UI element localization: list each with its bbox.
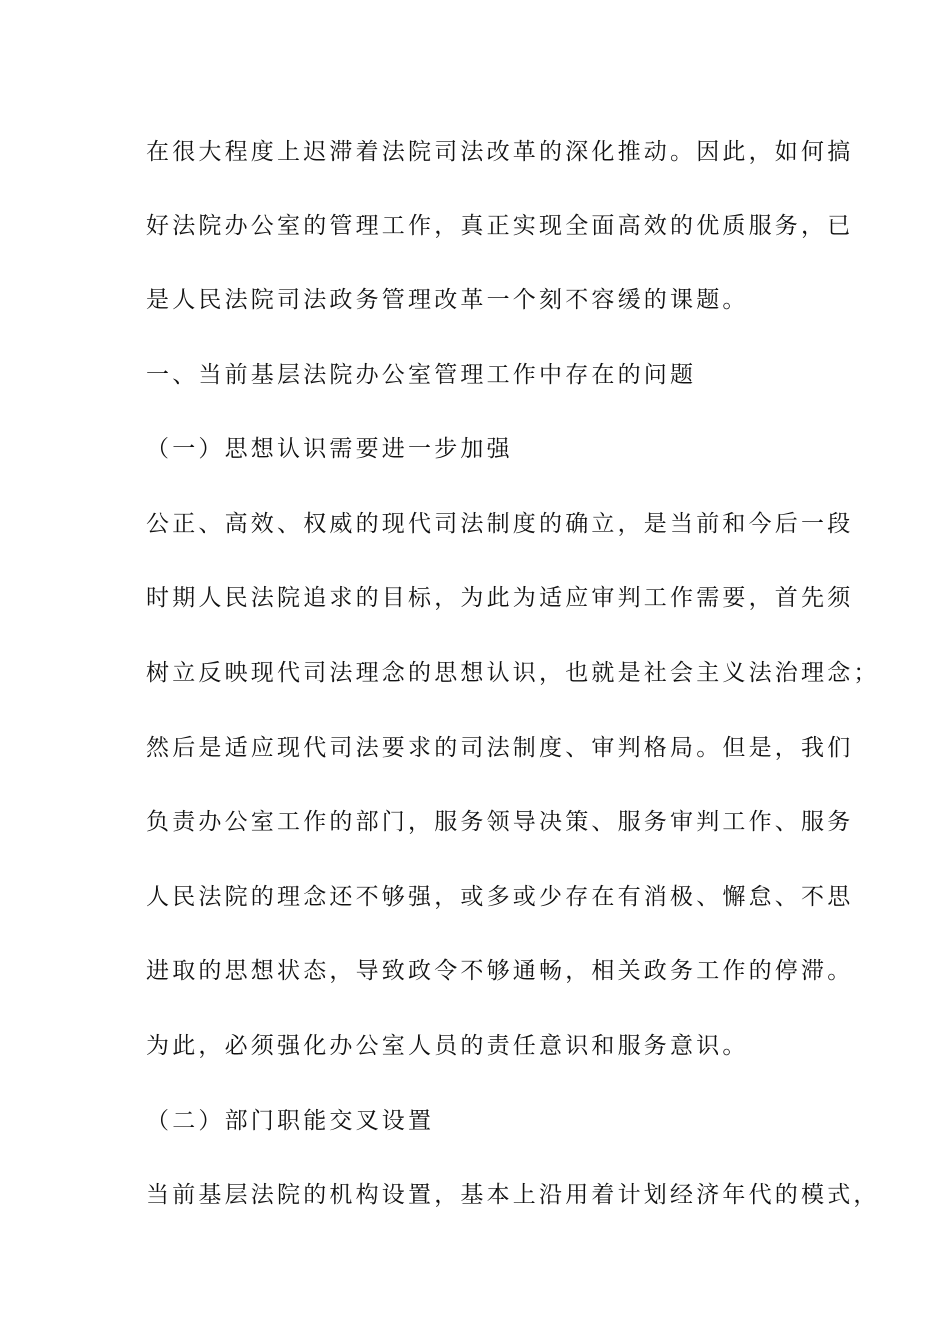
- paragraph-line: 时期人民法院追求的目标，为此为适应审判工作需要，首先须: [146, 585, 854, 611]
- paragraph-line: 公正、高效、权威的现代司法制度的确立，是当前和今后一段: [146, 511, 854, 537]
- paragraph-line: 树立反映现代司法理念的思想认识，也就是社会主义法治理念；: [146, 660, 880, 686]
- section-heading: 一、当前基层法院办公室管理工作中存在的问题: [146, 362, 697, 388]
- paragraph-line: 当前基层法院的机构设置，基本上沿用着计划经济年代的模式，: [146, 1182, 880, 1208]
- subsection-heading: （一）思想认识需要进一步加强: [146, 436, 513, 462]
- subsection-heading: （二）部门职能交叉设置: [146, 1108, 435, 1134]
- paragraph-line: 进取的思想状态，导致政令不够通畅，相关政务工作的停滞。: [146, 958, 854, 984]
- paragraph-line: 然后是适应现代司法要求的司法制度、审判格局。但是，我们: [146, 735, 854, 761]
- paragraph-line: 在很大程度上迟滞着法院司法改革的深化推动。因此，如何搞: [146, 139, 854, 165]
- paragraph-line: 为此，必须强化办公室人员的责任意识和服务意识。: [146, 1033, 749, 1059]
- paragraph-line: 人民法院的理念还不够强，或多或少存在有消极、懈怠、不思: [146, 884, 854, 910]
- paragraph-line: 好法院办公室的管理工作，真正实现全面高效的优质服务，已: [146, 213, 854, 239]
- paragraph-line: 负责办公室工作的部门，服务领导决策、服务审判工作、服务: [146, 809, 854, 835]
- paragraph-line: 是人民法院司法政务管理改革一个刻不容缓的课题。: [146, 287, 749, 313]
